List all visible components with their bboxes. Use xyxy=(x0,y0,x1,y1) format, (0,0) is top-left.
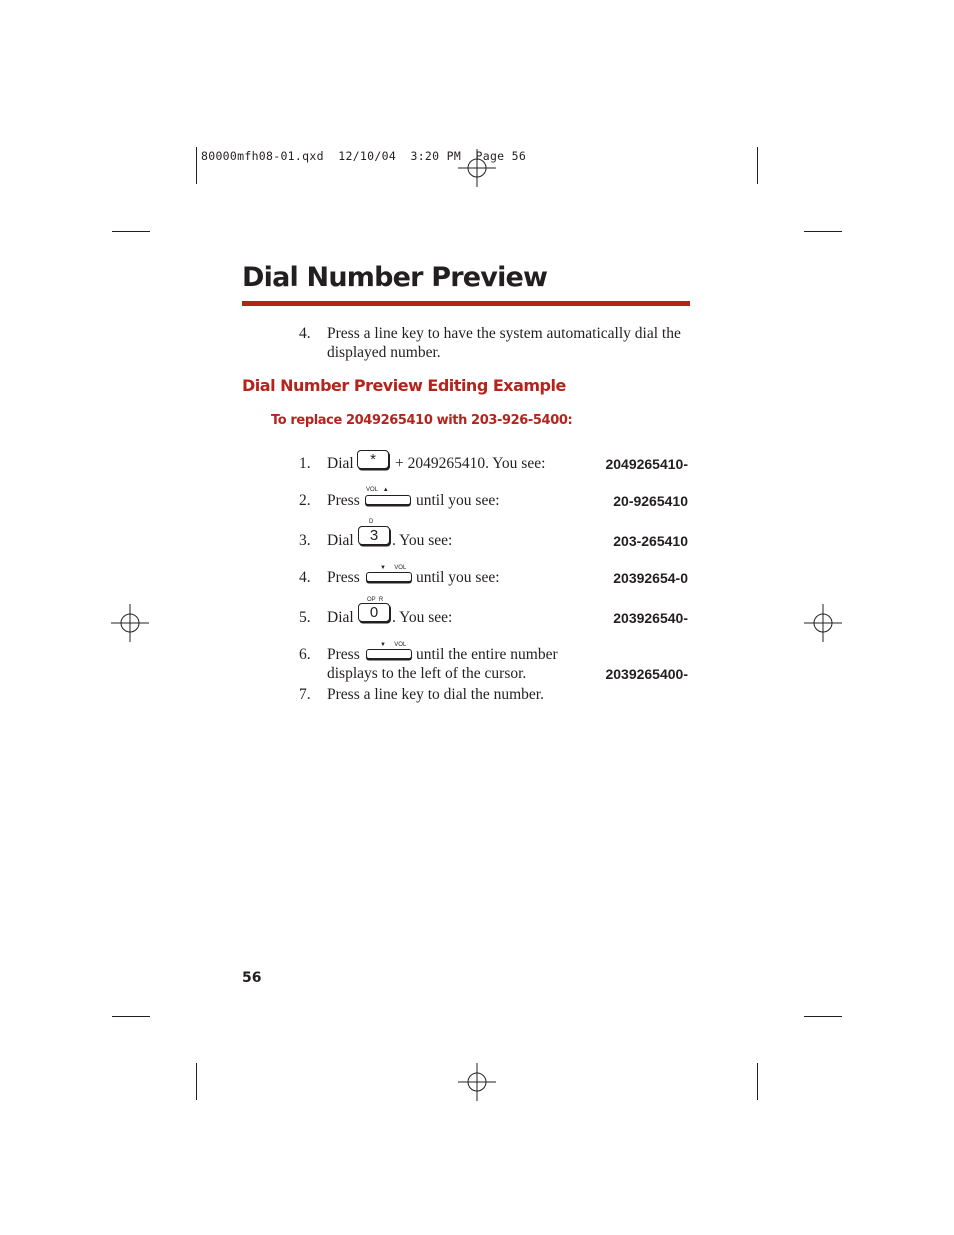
vol-up-key-icon xyxy=(365,495,411,505)
page-number: 56 xyxy=(242,970,262,986)
display-readout: 20-9265410 xyxy=(613,493,688,509)
step4-line-2: displayed number. xyxy=(327,344,441,361)
step-number: 3. xyxy=(299,532,311,549)
step4-number: 4. xyxy=(299,325,311,342)
crop-mark xyxy=(804,1016,842,1017)
digit-0-key-icon: 0 xyxy=(358,603,390,622)
step-number: 1. xyxy=(299,455,311,472)
step-verb: Press xyxy=(327,569,360,586)
vol-down-key-icon xyxy=(366,572,412,582)
step-verb: Press xyxy=(327,492,360,509)
title-rule xyxy=(242,301,690,306)
key-0-label: OP R xyxy=(367,597,384,603)
step-text-continued: displays to the left of the cursor. xyxy=(327,665,527,682)
step-verb: Dial xyxy=(327,532,354,549)
display-readout: 20392654-0 xyxy=(613,570,688,586)
step-text: . You see: xyxy=(392,609,453,626)
star-key-icon: * xyxy=(357,450,389,469)
section-title: Dial Number Preview Editing Example xyxy=(242,376,566,395)
registration-mark-icon xyxy=(804,604,842,642)
subheading: To replace 2049265410 with 203-926-5400: xyxy=(271,413,573,428)
step4-line-1: Press a line key to have the system automatically dial the xyxy=(327,325,681,342)
vol-down-key-icon xyxy=(366,649,412,659)
step-text: until the entire number xyxy=(416,646,558,663)
digit-3-key-icon: 3 xyxy=(358,526,390,545)
key-3-label: D xyxy=(369,519,374,525)
crop-mark xyxy=(196,1063,197,1100)
step-text: + 2049265410. You see: xyxy=(395,455,546,472)
step-text: . You see: xyxy=(392,532,453,549)
crop-mark xyxy=(757,1063,758,1100)
crop-mark xyxy=(804,231,842,232)
step-number: 7. xyxy=(299,686,311,703)
vol-up-key-label: VOL ▲ xyxy=(366,487,389,493)
display-readout: 2049265410- xyxy=(605,456,688,472)
display-readout: 203-265410 xyxy=(613,533,688,549)
crop-mark xyxy=(112,231,150,232)
page-title: Dial Number Preview xyxy=(242,262,548,293)
step-number: 2. xyxy=(299,492,311,509)
step-text: until you see: xyxy=(416,569,500,586)
step-verb: Press xyxy=(327,646,360,663)
step-number: 5. xyxy=(299,609,311,626)
crop-mark xyxy=(196,147,197,184)
step-text: until you see: xyxy=(416,492,500,509)
vol-down-key-label: ▼ VOL xyxy=(380,565,407,571)
display-readout: 203926540- xyxy=(613,610,688,626)
step-number: 6. xyxy=(299,646,311,663)
step-number: 4. xyxy=(299,569,311,586)
registration-mark-icon xyxy=(111,604,149,642)
registration-mark-icon xyxy=(458,1063,496,1101)
step-verb: Dial xyxy=(327,609,354,626)
registration-mark-icon xyxy=(458,149,496,187)
slug-line: 80000mfh08-01.qxd 12/10/04 3:20 PM Page 56 xyxy=(201,149,527,163)
display-readout: 2039265400- xyxy=(605,666,688,682)
crop-mark xyxy=(757,147,758,184)
step-text: Press a line key to dial the number. xyxy=(327,686,544,703)
step-verb: Dial xyxy=(327,455,354,472)
crop-mark xyxy=(112,1016,150,1017)
vol-down-key-label: ▼ VOL xyxy=(380,642,407,648)
